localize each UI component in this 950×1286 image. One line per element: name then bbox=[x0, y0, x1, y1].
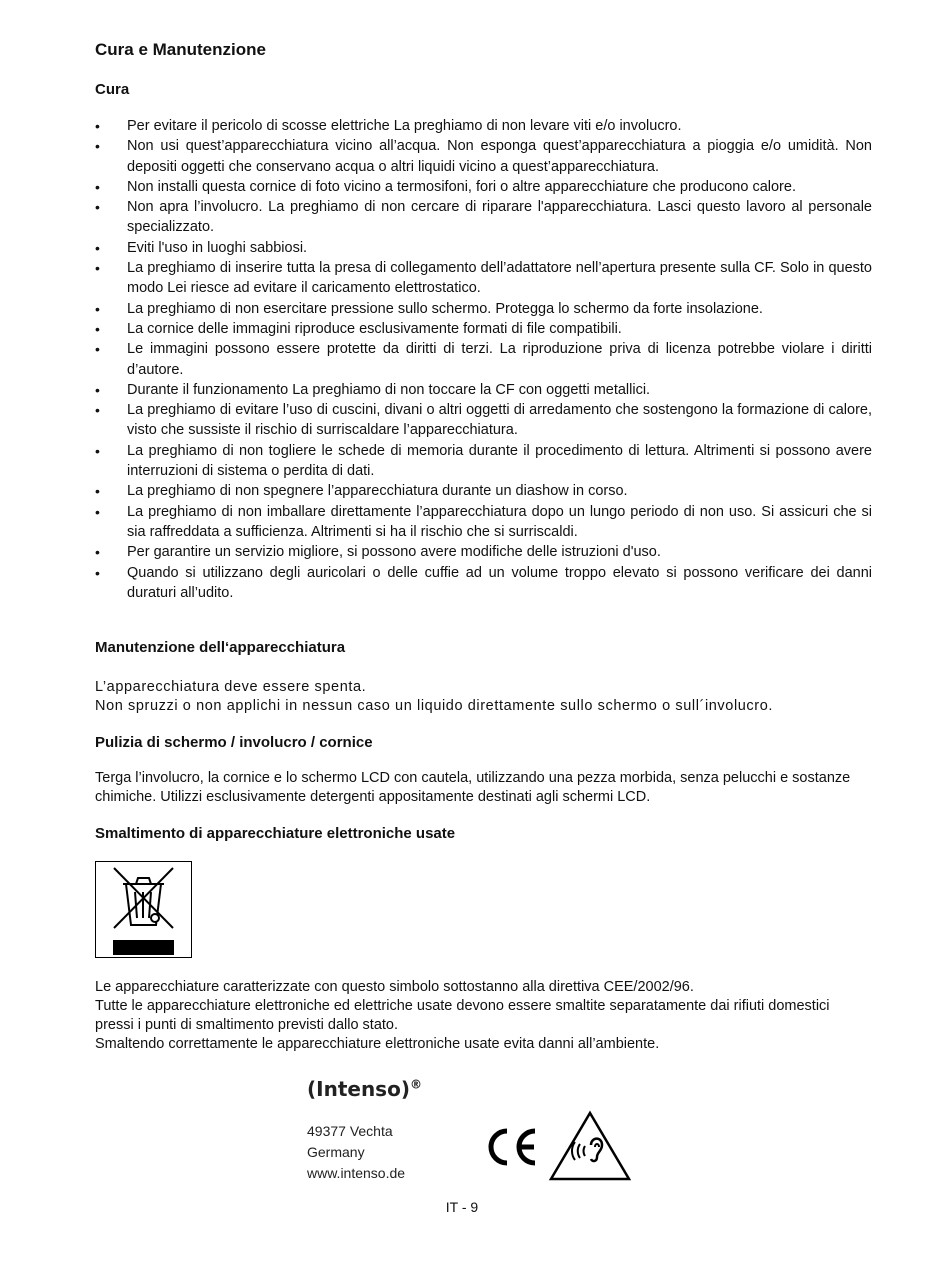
conformity-marks bbox=[482, 1110, 632, 1182]
care-heading: Cura bbox=[95, 81, 130, 98]
registered-mark: ® bbox=[409, 1077, 422, 1092]
disposal-line-3: Smaltendo correttamente le apparecchiature elettroniche usate evita danni all’ambiente. bbox=[95, 1036, 660, 1053]
list-item: • Quando si utilizzano degli auricolari o delle cuffie ad un volume troppo elevato si possono verificare dei danni duraturi all’udito. bbox=[95, 563, 872, 604]
page-number: IT - 9 bbox=[445, 1199, 479, 1215]
list-item: • Per evitare il pericolo di scosse elettriche La preghiamo di non levare viti e/o involucro. bbox=[95, 116, 872, 136]
list-item: • Non apra l’involucro. La preghiamo di non cercare di riparare l'apparecchiatura. Lasci questo lavoro al personale specializzato. bbox=[95, 197, 872, 238]
care-list bbox=[95, 116, 872, 603]
disposal-heading: Smaltimento di apparecchiature elettroniche usate bbox=[95, 825, 456, 843]
address-line-3: www.intenso.de bbox=[307, 1165, 406, 1181]
list-item: • Non installi questa cornice di foto vicino a termosifoni, fori o altre apparecchiature che producono calore. bbox=[95, 177, 872, 197]
address-line-2: Germany bbox=[307, 1144, 365, 1160]
list-item: • La preghiamo di non togliere le schede di memoria durante il procedimento di lettura. Altrimenti si possono avere interruzioni di sistema o perdita di dati. bbox=[95, 441, 872, 482]
list-item: • Per garantire un servizio migliore, si possono avere modifiche delle istruzioni d'uso. bbox=[95, 542, 872, 562]
list-item: • La preghiamo di inserire tutta la presa di collegamento dell’adattatore nell’apertura presente sulla CF. Solo in questo modo Lei riesce ad evitare il caricamento elettrostatico. bbox=[95, 258, 872, 299]
cleaning-heading: Pulizia di schermo / involucro / cornice bbox=[95, 734, 373, 752]
list-item: • La preghiamo di evitare l’uso di cuscini, divani o altri oggetti di arredamento che sostengono la formazione di calore, visto che sussiste il rischio di surriscaldare l’apparecchiatura. bbox=[95, 400, 872, 441]
document-page bbox=[95, 38, 872, 1054]
disposal-line-1: Le apparecchiature caratterizzate con questo simbolo sottostanno alla direttiva CEE/2002/96. bbox=[95, 979, 694, 996]
maintenance-heading: Manutenzione dell‘apparecchiatura bbox=[95, 639, 346, 657]
list-item: • Le immagini possono essere protette da diritti di terzi. La riproduzione priva di licenza potrebbe violare i diritti d’autore. bbox=[95, 339, 872, 380]
manufacturer-block bbox=[307, 1077, 422, 1184]
hearing-warning-icon bbox=[548, 1110, 632, 1182]
address-line-1: 49377 Vechta bbox=[307, 1123, 393, 1139]
brand-logo bbox=[307, 1077, 422, 1101]
brand-name: (Intenso) bbox=[307, 1077, 410, 1101]
list-item: • La preghiamo di non imballare direttamente l’apparecchiatura dopo un lungo periodo di non uso. Si assicuri che si sia raffreddata a sufficienza. Altrimenti si ha il rischio che si surriscaldi. bbox=[95, 502, 872, 543]
list-item: • Durante il funzionamento La preghiamo di non toccare la CF con oggetti metallici. bbox=[95, 380, 872, 400]
list-item: • Eviti l'uso in luoghi sabbiosi. bbox=[95, 238, 872, 258]
list-item: • La cornice delle immagini riproduce esclusivamente formati di file compatibili. bbox=[95, 319, 872, 339]
disposal-line-2: Tutte le apparecchiature elettroniche ed elettriche usate devono essere smaltite separatamente dai rifiuti domestici pressi i punti di smaltimento previsti dallo stato. bbox=[95, 998, 830, 1034]
ce-mark-icon bbox=[482, 1122, 540, 1170]
weee-crossed-bin-icon bbox=[95, 861, 192, 958]
list-item: • La preghiamo di non esercitare pressione sullo schermo. Protegga lo schermo da forte insolazione. bbox=[95, 299, 872, 319]
page-title: Cura e Manutenzione bbox=[95, 40, 266, 59]
list-item: • La preghiamo di non spegnere l’apparecchiatura durante un diashow in corso. bbox=[95, 481, 872, 501]
maintenance-line-1: L’apparecchiatura deve essere spenta. bbox=[95, 679, 367, 696]
manufacturer-address bbox=[307, 1121, 422, 1184]
maintenance-line-2: Non spruzzi o non applichi in nessun caso un liquido direttamente sullo schermo o sull´involucro. bbox=[95, 698, 774, 715]
cleaning-text: Terga l’involucro, la cornice e lo schermo LCD con cautela, utilizzando una pezza morbida, senza pelucchi e sostanze chimiche. Utilizzi esclusivamente detergenti appositamente destinati agli schermi LCD. bbox=[95, 770, 851, 806]
list-item: • Non usi quest’apparecchiatura vicino all’acqua. Non esponga quest’apparecchiatura a pioggia e/o umidità. Non depositi oggetti che conservano acqua o altri liquidi vicino a quest’apparecchiatura. bbox=[95, 136, 872, 177]
